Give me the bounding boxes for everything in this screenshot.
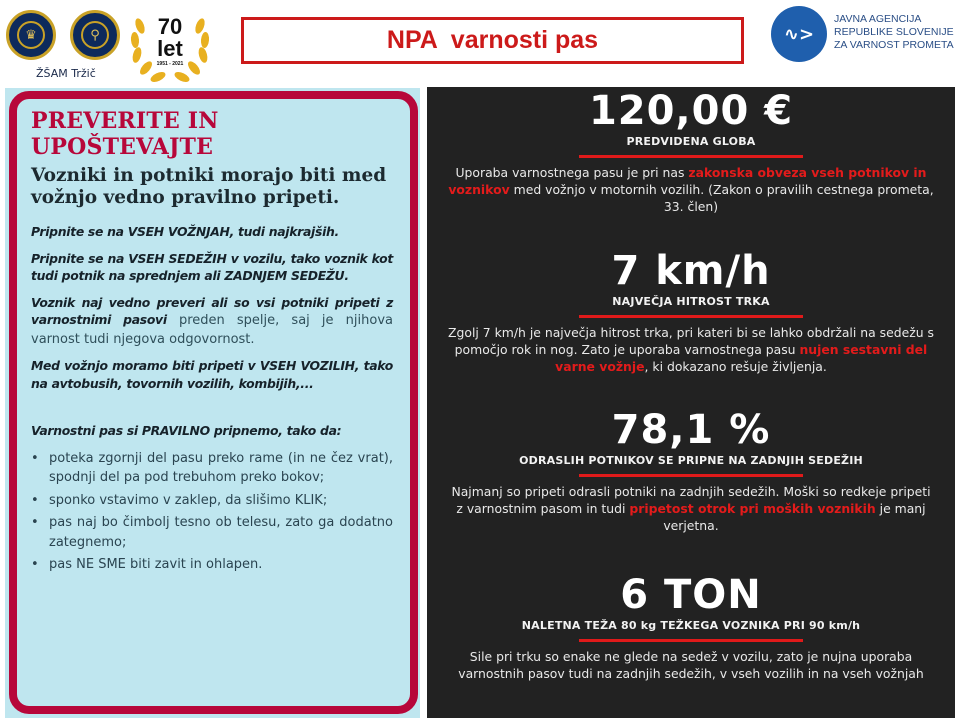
- agency-line: ZA VARNOST PROMETA: [834, 39, 954, 51]
- body-text: Sile pri trku so enake ne glede na sedež v vozilu, zato je nujna uporaba varnostnih pasov tudi na zadnjih sedežih, v vseh vozilih in na vseh vožnjah: [458, 649, 924, 681]
- statistics-panel: [427, 87, 955, 718]
- instructions-subheading: Vozniki in potniki morajo biti med vožnjo vedno pravilno pripeti.: [31, 165, 387, 208]
- stat-value: 7 km/h: [611, 248, 771, 294]
- body-text: Zgolj 7 km/h je največja hitrost trka, pri kateri bi se lahko obdržali na sedežu s pomočjo rok in nog. Zato je uporaba varnostnega pasu: [448, 325, 934, 357]
- stat-label: NAJVEČJA HITROST TRKA: [612, 295, 770, 308]
- stat-block-weight: [427, 573, 955, 682]
- school-logo-caption: ŽŠAM Tržič: [36, 67, 96, 80]
- anniversary-wreath-logo: [126, 6, 214, 86]
- stat-text: [427, 164, 955, 215]
- list-item-text: poteka zgornji del pasu preko rame (in ne čez vrat), spodnji del pa pod trebuhom preko bokov;: [49, 450, 393, 485]
- page-title: NPA varnosti pas: [386, 26, 599, 54]
- title-box: [241, 17, 744, 64]
- body-text: , ki dokazano rešuje življenja.: [644, 359, 827, 374]
- rule-all-seats: Pripnite se na VSEH SEDEŽIH v vozilu, tako voznik kot tudi potnik na sprednjem ali ZADNJEM SEDEŽU.: [31, 250, 393, 283]
- highlight-text: zakonska obveza vseh potnikov in voznikov: [448, 165, 927, 197]
- stat-divider: [579, 155, 803, 158]
- how-to-list: [31, 449, 393, 575]
- school-emblem-logo-2: [70, 10, 120, 60]
- rule-all-rides: Pripnite se na VSEH VOŽNJAH, tudi najkrajših.: [31, 224, 339, 239]
- stat-value: 78,1 %: [611, 407, 771, 453]
- bullet-icon: •: [31, 450, 39, 466]
- list-item-text: sponko vstavimo v zaklep, da slišimo KLIK;: [49, 492, 328, 508]
- body-text: Uporaba varnostnega pasu je pri nas: [455, 165, 689, 180]
- stat-divider: [579, 474, 803, 477]
- list-item: [31, 491, 393, 511]
- rule-all-vehicles: Med vožnjo moramo biti pripeti v VSEH VOZILIH, tako na avtobusih, tovornih vozilih, kombijih,...: [31, 358, 393, 391]
- stat-block-percentage: [427, 408, 955, 534]
- list-item-text: pas naj bo čimbolj tesno ob telesu, zato ga dodatno zategnemo;: [49, 515, 393, 550]
- heading-line: PREVERITE IN: [31, 108, 219, 134]
- driver-rule-bold: Voznik naj vedno preveri ali so vsi potniki pripeti z varnostnimi pasovi: [31, 294, 393, 327]
- list-item-text: pas NE SME biti zavit in ohlapen.: [49, 557, 263, 572]
- bullet-icon: •: [31, 492, 39, 508]
- instructions-panel: [5, 88, 420, 718]
- agency-line: REPUBLIKE SLOVENIJE: [834, 26, 954, 38]
- stat-block-speed: [427, 249, 955, 375]
- bullet-icon: •: [31, 557, 39, 572]
- anniversary-years: 1951 - 2021: [156, 61, 184, 67]
- emblem-torch-icon: ⚲: [81, 21, 109, 49]
- body-text: Najmanj so pripeti odrasli potniki na zadnjih sedežih. Moški so redkeje pripeti z varnostnim pasom in tudi: [451, 484, 931, 516]
- instructions-heading: [31, 108, 393, 160]
- list-item: [31, 513, 393, 552]
- agency-line: JAVNA AGENCIJA: [834, 13, 922, 25]
- body-text: med vožnjo v motornih vozilih. (Zakon o pravilih cestnega prometa, 33. člen): [509, 182, 934, 214]
- bullet-icon: •: [31, 515, 39, 530]
- highlight-text: pripetost otrok pri moških voznikih: [629, 501, 876, 516]
- stat-text: [427, 324, 955, 375]
- highlight-text: nujen sestavni del varne vožnje: [555, 342, 928, 374]
- driver-rule-regular: preden spelje, saj je njihova varnost tudi njegova odgovornost.: [31, 313, 394, 347]
- stat-label: NALETNA TEŽA 80 kg TEŽKEGA VOZNIKA PRI 90 km/h: [521, 619, 861, 632]
- school-emblem-logo: [6, 10, 56, 60]
- stat-label: PREDVIDENA GLOBA: [626, 135, 756, 148]
- list-item: [31, 555, 393, 575]
- body-text: je manj verjetna.: [663, 501, 926, 533]
- stat-value: 6 TON: [620, 572, 762, 618]
- stat-text: [427, 483, 955, 534]
- stat-divider: [579, 639, 803, 642]
- emblem-icon: ♛: [17, 21, 45, 49]
- stat-divider: [579, 315, 803, 318]
- how-to-title: Varnostni pas si PRAVILNO pripnemo, tako da:: [31, 423, 342, 438]
- heading-line: UPOŠTEVAJTE: [31, 134, 214, 160]
- stat-block-fine: [427, 89, 955, 215]
- agency-name: [834, 13, 960, 52]
- rule-driver-check: [31, 294, 393, 349]
- stat-text: [427, 648, 955, 682]
- avp-logo-icon: ∿>: [771, 6, 827, 62]
- anniversary-word: let: [157, 36, 183, 61]
- stat-value: 120,00 €: [588, 88, 794, 134]
- list-item: [31, 449, 393, 488]
- anniversary-number: 70: [157, 14, 183, 39]
- stat-label: ODRASLIH POTNIKOV SE PRIPNE NA ZADNJIH SEDEŽIH: [519, 454, 863, 467]
